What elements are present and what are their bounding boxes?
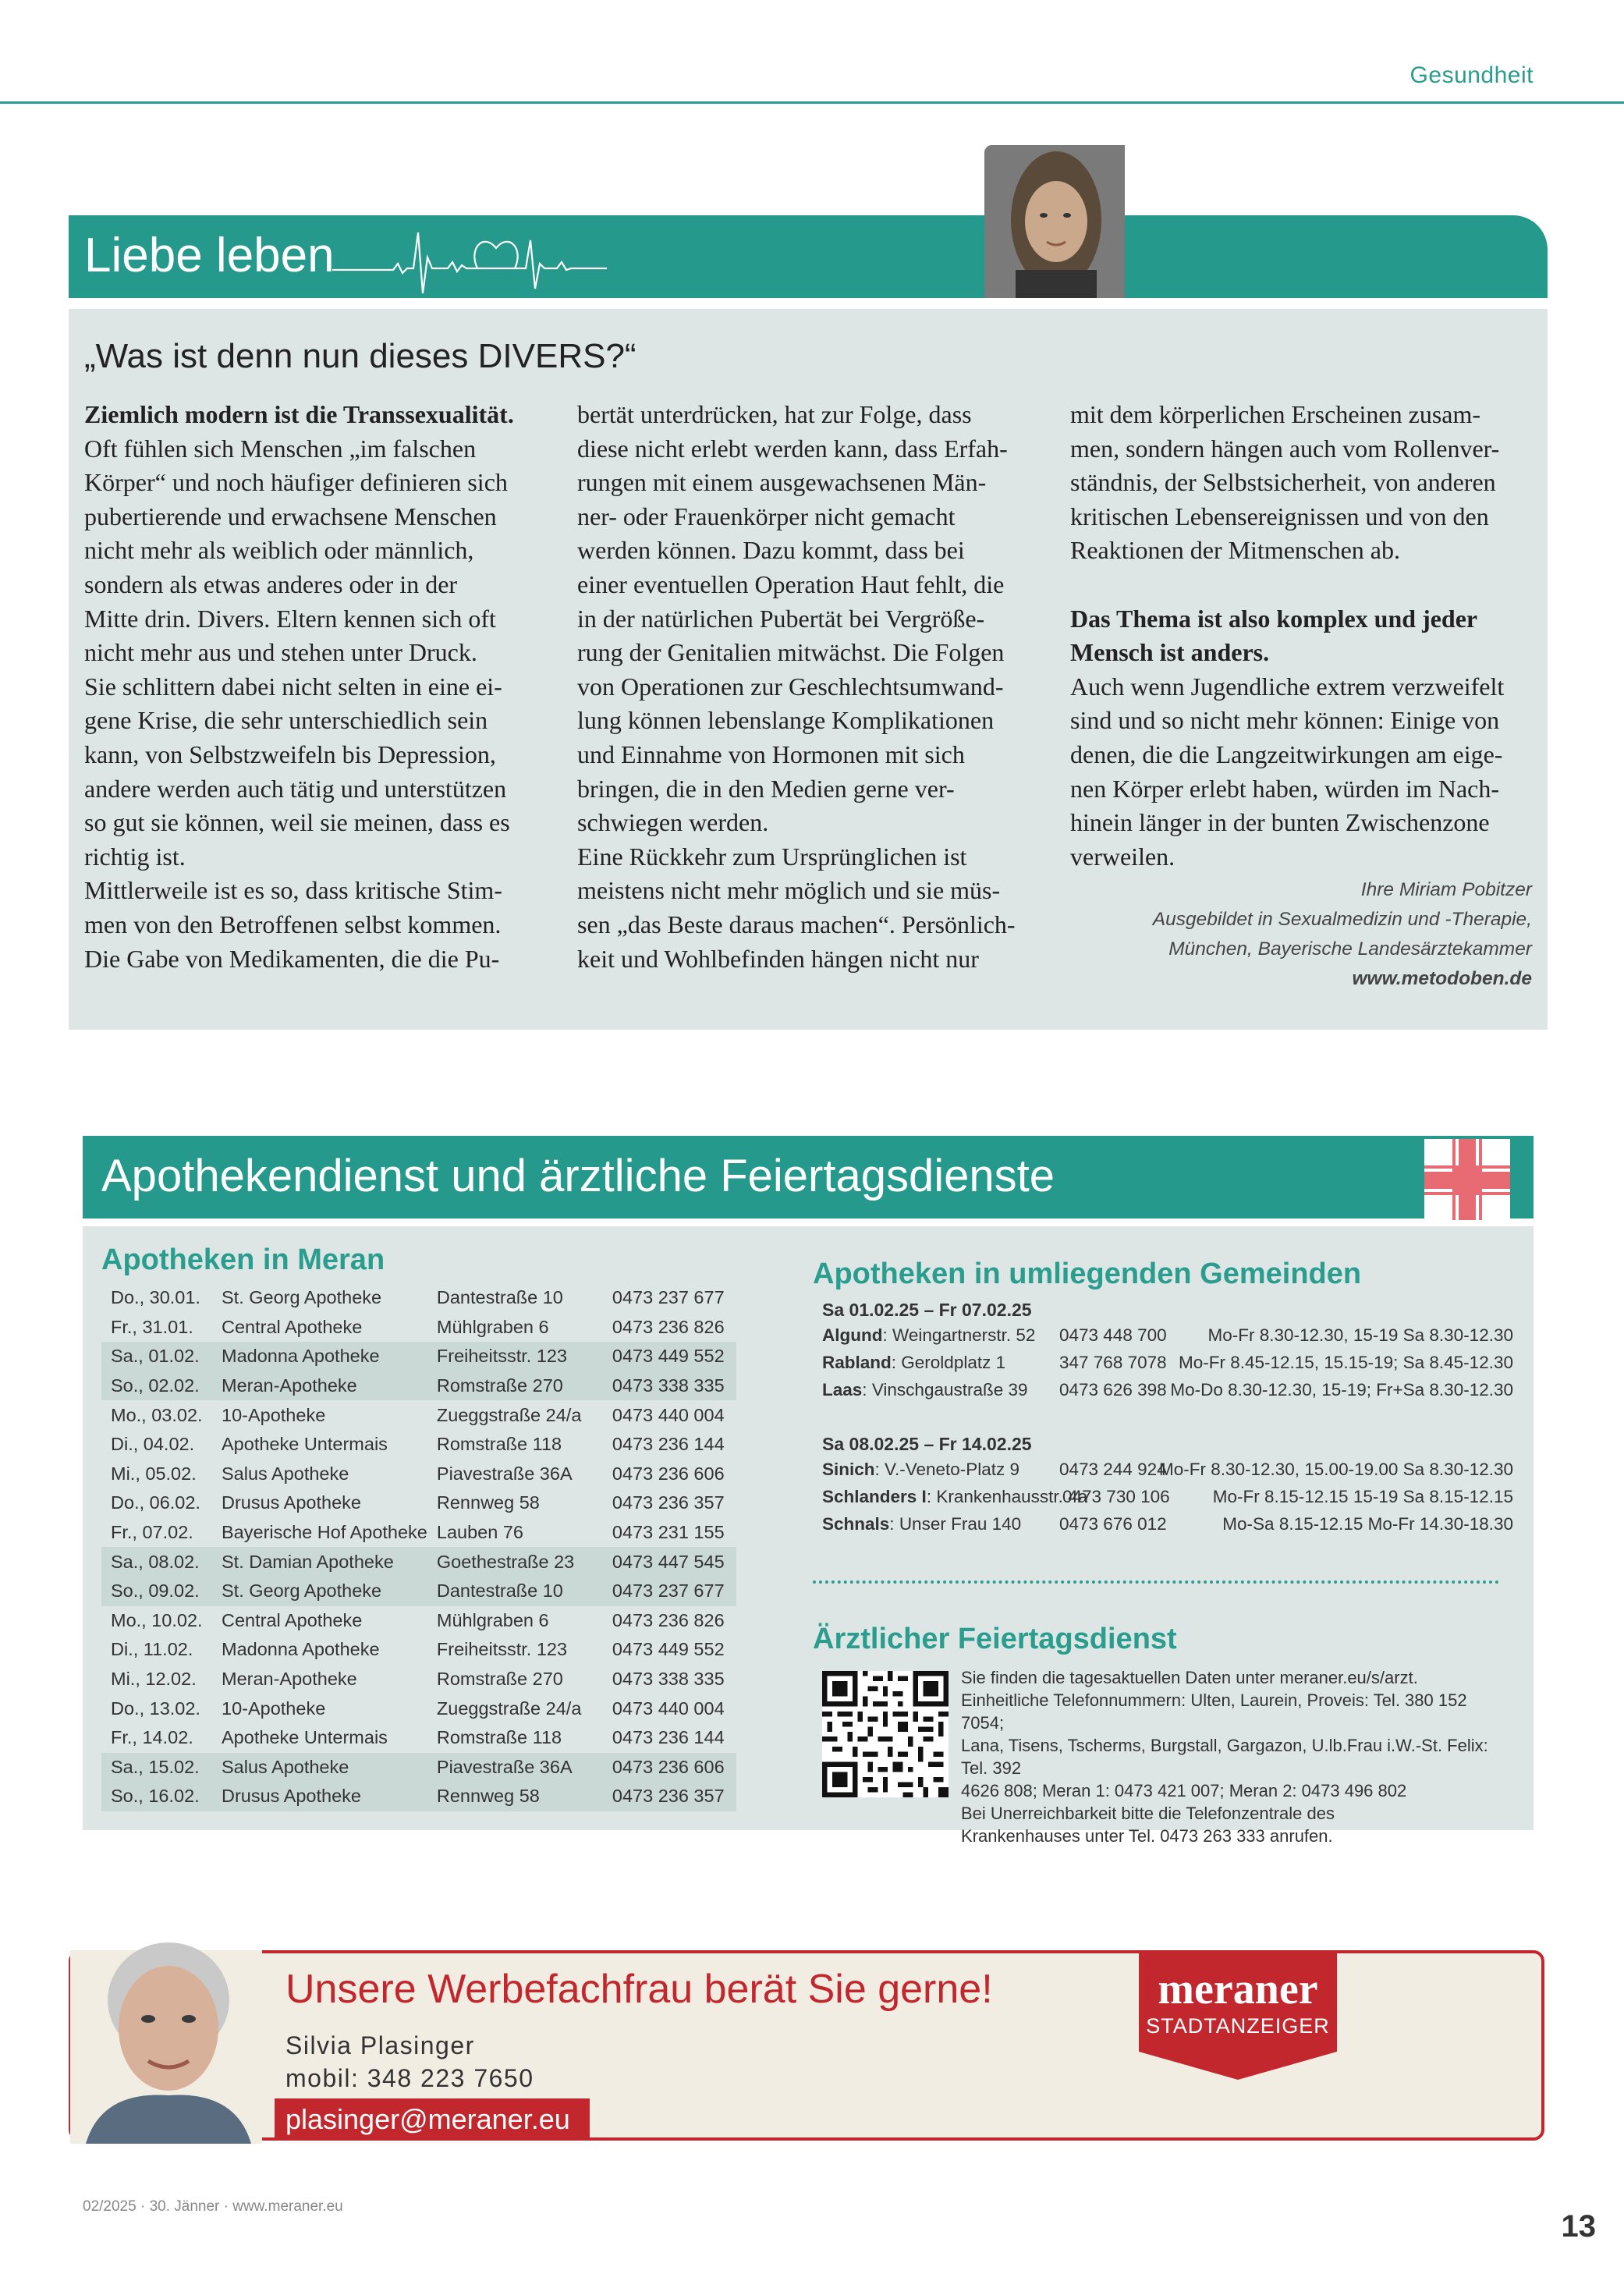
duty-date: So., 09.02. bbox=[111, 1580, 200, 1602]
heartbeat-icon bbox=[331, 217, 608, 298]
text-line: rungen mit einem ausgewachsenen Män- bbox=[577, 468, 987, 497]
pharmacy-phone: 0473 440 004 bbox=[612, 1404, 725, 1425]
duty-date: Fr., 31.01. bbox=[111, 1316, 193, 1337]
text-line: kann, von Selbstzweifeln bis Depression, bbox=[84, 740, 496, 768]
pharmacy-cross-icon bbox=[1424, 1139, 1510, 1220]
text-line: und Einnahme von Hormonen mit sich bbox=[577, 740, 965, 768]
table-row bbox=[101, 1488, 736, 1518]
place-address: Unser Frau 140 bbox=[899, 1514, 1022, 1534]
pharmacy-address: Dantestraße 10 bbox=[436, 1287, 563, 1308]
text-line: men, sondern hängen auch vom Rollenver- bbox=[1070, 434, 1500, 463]
pharmacy-address: Goethestraße 23 bbox=[436, 1551, 575, 1572]
author-name: Ihre Miriam Pobitzer bbox=[1360, 879, 1532, 900]
separator: : bbox=[882, 1325, 892, 1345]
text-line: rung der Genitalien mitwächst. Die Folgen bbox=[577, 638, 1005, 667]
text-line: kritischen Lebensereignissen und von den bbox=[1070, 502, 1489, 530]
pharmacy-phone: 0473 236 826 bbox=[612, 1609, 725, 1630]
text-line: nicht mehr aus und stehen unter Druck. bbox=[84, 638, 477, 667]
pharmacy-phone: 0473 237 677 bbox=[612, 1580, 725, 1602]
pharmacy-phone: 0473 231 155 bbox=[612, 1522, 725, 1543]
text-line: ner- oder Frauenkörper nicht gemacht bbox=[577, 502, 956, 530]
region-pharmacy-row bbox=[822, 1380, 1513, 1407]
duty-date: So., 16.02. bbox=[111, 1786, 200, 1807]
header-rule bbox=[0, 101, 1624, 104]
article-column-3 bbox=[1070, 398, 1523, 874]
table-row bbox=[101, 1430, 736, 1460]
text-line: in der natürlichen Pubertät bei Vergröße- bbox=[577, 604, 985, 633]
article-column-1 bbox=[84, 398, 537, 976]
pharmacy-address: Freiheitsstr. 123 bbox=[436, 1346, 568, 1367]
region-group-1 bbox=[822, 1300, 1513, 1407]
table-row bbox=[101, 1371, 736, 1401]
text-line: sen „das Beste daraus machen“. Persönlich- bbox=[577, 910, 1016, 938]
author-photo bbox=[984, 145, 1125, 298]
separator: : bbox=[874, 1460, 885, 1479]
region-pharmacy-row bbox=[822, 1353, 1513, 1380]
logo-wordmark: meraner bbox=[1158, 1965, 1318, 2013]
ad-contact-name: Silvia Plasinger bbox=[285, 2031, 475, 2059]
duty-date: Sa., 01.02. bbox=[111, 1346, 200, 1367]
text-line: nicht mehr als weiblich oder männlich, bbox=[84, 536, 474, 565]
separator: : bbox=[862, 1380, 872, 1399]
place-address: Krankenhausstr. 4a bbox=[936, 1487, 1088, 1506]
qr-code-icon[interactable] bbox=[822, 1671, 949, 1797]
place-name: Algund bbox=[822, 1325, 883, 1345]
place-address: Vinschgaustraße 39 bbox=[871, 1380, 1028, 1399]
region-pharmacy-row bbox=[822, 1460, 1513, 1487]
meran-pharmacy-table bbox=[101, 1283, 736, 1811]
text-line: Sie schlittern dabei nicht selten in eine ei- bbox=[84, 672, 502, 701]
duty-date: Mo., 10.02. bbox=[111, 1609, 203, 1630]
pharmacy-address: Romstraße 118 bbox=[436, 1727, 562, 1748]
meran-heading: Apotheken in Meran bbox=[101, 1243, 385, 1276]
table-row bbox=[101, 1723, 736, 1753]
text-line: Die Gabe von Medikamenten, die die Pu- bbox=[84, 944, 500, 973]
region-place bbox=[822, 1325, 1035, 1346]
duty-date: Do., 06.02. bbox=[111, 1492, 200, 1513]
pharmacy-name: St. Damian Apotheke bbox=[222, 1551, 394, 1572]
text-line: mit dem körperlichen Erscheinen zusam- bbox=[1070, 400, 1481, 428]
text-line: sondern als etwas anderes oder in der bbox=[84, 569, 458, 598]
doctor-info-line: Krankenhauses unter Tel. 0473 263 333 anrufen. bbox=[961, 1826, 1333, 1846]
table-row bbox=[101, 1547, 736, 1577]
pharmacy-phone: 0473 449 552 bbox=[612, 1346, 725, 1367]
text-line: Eine Rückkehr zum Ursprünglichen ist bbox=[577, 842, 967, 871]
duty-date: Mi., 05.02. bbox=[111, 1463, 197, 1484]
place-address: Weingartnerstr. 52 bbox=[892, 1325, 1036, 1345]
doctor-info-line: Einheitliche Telefonnummern: Ulten, Laurein, Proveis: Tel. 380 152 7054; bbox=[961, 1690, 1467, 1733]
region-phone: 347 768 7078 bbox=[1059, 1353, 1167, 1372]
pharmacy-address: Romstraße 270 bbox=[436, 1669, 563, 1690]
table-row bbox=[101, 1342, 736, 1371]
lead-sentence: Ziemlich modern ist die Transsexualität. bbox=[84, 400, 514, 428]
text-line: werden können. Dazu kommt, dass bei bbox=[577, 536, 965, 565]
ad-headline: Unsere Werbefachfrau berät Sie gerne! bbox=[285, 1967, 993, 2012]
text-line: gene Krise, die sehr unterschiedlich sein bbox=[84, 706, 488, 735]
separator: : bbox=[891, 1353, 902, 1372]
text-line: richtig ist. bbox=[84, 842, 186, 871]
place-name: Rabland bbox=[822, 1353, 892, 1372]
region-hours: Mo-Fr 8.15-12.15 15-19 Sa 8.15-12.15 bbox=[1212, 1487, 1513, 1506]
table-row bbox=[101, 1518, 736, 1548]
duty-date: Fr., 07.02. bbox=[111, 1522, 193, 1543]
footer-issue-info: 02/2025 · 30. Jänner · www.meraner.eu bbox=[83, 2198, 343, 2215]
pharmacy-name: Salus Apotheke bbox=[222, 1463, 349, 1484]
pharmacy-title: Apothekendienst und ärztliche Feiertagsdienste bbox=[101, 1151, 1055, 1201]
duty-date: So., 02.02. bbox=[111, 1375, 200, 1396]
place-name: Schlanders I bbox=[822, 1487, 927, 1506]
pharmacy-name: Salus Apotheke bbox=[222, 1756, 349, 1777]
duty-date: Sa., 15.02. bbox=[111, 1756, 200, 1777]
author-signature bbox=[1153, 875, 1532, 994]
pharmacy-address: Rennweg 58 bbox=[436, 1786, 540, 1807]
table-row bbox=[101, 1753, 736, 1783]
duty-date: Mi., 12.02. bbox=[111, 1669, 197, 1690]
separator: : bbox=[926, 1487, 937, 1506]
column-title: Liebe leben bbox=[84, 229, 335, 282]
pharmacy-phone: 0473 236 357 bbox=[612, 1786, 725, 1807]
text-line: denen, die die Langzeitwirkungen am eige- bbox=[1070, 740, 1503, 768]
author-credential: München, Bayerische Landesärztekammer bbox=[1168, 938, 1532, 960]
pharmacy-name: St. Georg Apotheke bbox=[222, 1287, 382, 1308]
spacer bbox=[1070, 568, 1523, 602]
pharmacy-phone: 0473 236 826 bbox=[612, 1316, 725, 1337]
pharmacy-name: Apotheke Untermais bbox=[222, 1727, 388, 1748]
pharmacy-phone: 0473 236 606 bbox=[612, 1463, 725, 1484]
region-place bbox=[822, 1380, 1028, 1400]
dotted-divider bbox=[813, 1580, 1499, 1584]
pharmacy-address: Lauben 76 bbox=[436, 1522, 523, 1543]
duty-date: Di., 11.02. bbox=[111, 1639, 193, 1660]
doctor-heading: Ärztlicher Feiertagsdienst bbox=[813, 1623, 1177, 1655]
emphasis-line: Mensch ist anders. bbox=[1070, 638, 1270, 667]
text-line: Auch wenn Jugendliche extrem verzweifelt bbox=[1070, 672, 1505, 701]
region-pharmacy-row bbox=[822, 1514, 1513, 1541]
place-address: Geroldplatz 1 bbox=[901, 1353, 1006, 1372]
table-row bbox=[101, 1460, 736, 1489]
text-line: sind und so nicht mehr können: Einige von bbox=[1070, 706, 1500, 735]
pharmacy-name: Meran-Apotheke bbox=[222, 1669, 357, 1690]
period-label: Sa 08.02.25 – Fr 14.02.25 bbox=[822, 1434, 1032, 1454]
duty-date: Fr., 14.02. bbox=[111, 1727, 193, 1748]
section-label: Gesundheit bbox=[1409, 62, 1534, 88]
pharmacy-phone: 0473 236 144 bbox=[612, 1727, 725, 1748]
text-line: diese nicht erlebt werden kann, dass Erfah- bbox=[577, 434, 1008, 463]
separator: : bbox=[889, 1514, 899, 1534]
pharmacy-name: Drusus Apotheke bbox=[222, 1492, 361, 1513]
text-line: lung können lebenslange Komplikationen bbox=[577, 706, 995, 735]
region-place bbox=[822, 1487, 1087, 1507]
text-line: Reaktionen der Mitmenschen ab. bbox=[1070, 536, 1400, 565]
pharmacy-address: Rennweg 58 bbox=[436, 1492, 540, 1513]
region-phone: 0473 676 012 bbox=[1059, 1514, 1167, 1534]
text-line: ständnis, der Selbstsicherheit, von anderen bbox=[1070, 468, 1496, 497]
text-line: Oft fühlen sich Menschen „im falschen bbox=[84, 434, 477, 463]
pharmacy-phone: 0473 440 004 bbox=[612, 1697, 725, 1719]
region-group-2 bbox=[822, 1434, 1513, 1541]
pharmacy-address: Piavestraße 36A bbox=[436, 1463, 573, 1484]
pharmacy-name: Drusus Apotheke bbox=[222, 1786, 361, 1807]
table-row bbox=[101, 1313, 736, 1343]
doctor-info-line: 4626 808; Meran 1: 0473 421 007; Meran 2: 0473 496 802 bbox=[961, 1781, 1407, 1800]
table-row bbox=[101, 1694, 736, 1723]
pharmacy-address: Zueggstraße 24/a bbox=[436, 1697, 582, 1719]
doctor-info-line: Bei Unerreichbarkeit bitte die Telefonzentrale des bbox=[961, 1804, 1335, 1823]
table-row bbox=[101, 1635, 736, 1665]
place-address: V.-Veneto-Platz 9 bbox=[885, 1460, 1020, 1479]
duty-date: Mo., 03.02. bbox=[111, 1404, 203, 1425]
pharmacy-phone: 0473 236 606 bbox=[612, 1756, 725, 1777]
pharmacy-name: Meran-Apotheke bbox=[222, 1375, 357, 1396]
region-phone: 0473 448 700 bbox=[1059, 1325, 1167, 1345]
region-hours: Mo-Do 8.30-12.30, 15-19; Fr+Sa 8.30-12.30 bbox=[1170, 1380, 1513, 1399]
ad-email-link[interactable]: plasinger@meraner.eu bbox=[275, 2098, 590, 2141]
text-line: schwiegen werden. bbox=[577, 808, 769, 837]
advertiser-photo bbox=[70, 1919, 262, 2144]
text-line: verweilen. bbox=[1070, 842, 1175, 871]
pharmacy-name: 10-Apotheke bbox=[222, 1697, 326, 1719]
region-hours: Mo-Sa 8.15-12.15 Mo-Fr 14.30-18.30 bbox=[1222, 1514, 1513, 1534]
pharmacy-address: Dantestraße 10 bbox=[436, 1580, 563, 1602]
pharmacy-phone: 0473 236 144 bbox=[612, 1434, 725, 1455]
pharmacy-address: Romstraße 118 bbox=[436, 1434, 562, 1455]
pharmacy-address: Piavestraße 36A bbox=[436, 1756, 573, 1777]
text-line: pubertierende und erwachsene Menschen bbox=[84, 502, 497, 530]
text-line: keit und Wohlbefinden hängen nicht nur bbox=[577, 944, 979, 973]
region-hours: Mo-Fr 8.30-12.30, 15.00-19.00 Sa 8.30-12.30 bbox=[1158, 1460, 1513, 1479]
pharmacy-address: Freiheitsstr. 123 bbox=[436, 1639, 568, 1660]
text-line: so gut sie können, weil sie meinen, dass es bbox=[84, 808, 510, 837]
table-row bbox=[101, 1577, 736, 1606]
pharmacy-address: Romstraße 270 bbox=[436, 1375, 563, 1396]
doctor-info-line: Sie finden die tagesaktuellen Daten unter meraner.eu/s/arzt. bbox=[961, 1668, 1418, 1687]
text-line: Körper“ und noch häufiger definieren sich bbox=[84, 468, 508, 497]
table-row bbox=[101, 1782, 736, 1811]
table-row bbox=[101, 1283, 736, 1313]
text-line: einer eventuellen Operation Haut fehlt, die bbox=[577, 569, 1005, 598]
pharmacy-name: Central Apotheke bbox=[222, 1316, 363, 1337]
article-heading: „Was ist denn nun dieses DIVERS?“ bbox=[84, 337, 636, 375]
region-pharmacy-row bbox=[822, 1487, 1513, 1514]
text-line: nen Körper erlebt haben, würden im Nach- bbox=[1070, 774, 1499, 803]
doctor-info-line: Lana, Tisens, Tscherms, Burgstall, Gargazon, U.lb.Frau i.W.-St. Felix: Tel. 392 bbox=[961, 1736, 1488, 1778]
region-pharmacy-row bbox=[822, 1325, 1513, 1353]
region-phone: 0473 244 924 bbox=[1059, 1460, 1167, 1479]
pharmacy-name: Bayerische Hof Apotheke bbox=[222, 1522, 427, 1543]
pharmacy-name: 10-Apotheke bbox=[222, 1404, 326, 1425]
place-name: Schnals bbox=[822, 1514, 890, 1534]
pharmacy-phone: 0473 236 357 bbox=[612, 1492, 725, 1513]
pharmacy-phone: 0473 338 335 bbox=[612, 1375, 725, 1396]
pharmacy-phone: 0473 237 677 bbox=[612, 1287, 725, 1308]
region-heading: Apotheken in umliegenden Gemeinden bbox=[813, 1258, 1362, 1290]
region-hours: Mo-Fr 8.45-12.15, 15.15-19; Sa 8.45-12.30 bbox=[1178, 1353, 1513, 1372]
region-phone: 0473 730 106 bbox=[1062, 1487, 1170, 1506]
pharmacy-name: St. Georg Apotheke bbox=[222, 1580, 382, 1602]
emphasis-line: Das Thema ist also komplex und jeder bbox=[1070, 604, 1478, 633]
text-line: andere werden auch tätig und unterstützen bbox=[84, 774, 507, 803]
text-line: von Operationen zur Geschlechtsumwand- bbox=[577, 672, 1004, 701]
region-phone: 0473 626 398 bbox=[1059, 1380, 1167, 1399]
region-hours: Mo-Fr 8.30-12.30, 15-19 Sa 8.30-12.30 bbox=[1207, 1325, 1513, 1345]
region-place bbox=[822, 1353, 1005, 1373]
text-line: meistens nicht mehr möglich und sie müs- bbox=[577, 876, 1001, 905]
text-line: bertät unterdrücken, hat zur Folge, dass bbox=[577, 400, 972, 428]
text-line: Mittlerweile ist es so, dass kritische Stim- bbox=[84, 876, 502, 905]
author-credential: Ausgebildet in Sexualmedizin und -Therapie, bbox=[1152, 909, 1532, 930]
region-place bbox=[822, 1460, 1019, 1480]
table-row bbox=[101, 1665, 736, 1694]
text-line: bringen, die in den Medien gerne ver- bbox=[577, 774, 955, 803]
duty-date: Sa., 08.02. bbox=[111, 1551, 200, 1572]
table-row bbox=[101, 1606, 736, 1636]
table-row bbox=[101, 1400, 736, 1430]
text-line: Mitte drin. Divers. Eltern kennen sich oft bbox=[84, 604, 496, 633]
pharmacy-address: Zueggstraße 24/a bbox=[436, 1404, 582, 1425]
text-line: hinein länger in der bunten Zwischenzone bbox=[1070, 808, 1490, 837]
pharmacy-name: Apotheke Untermais bbox=[222, 1434, 388, 1455]
author-website-link[interactable]: www.metodoben.de bbox=[1352, 968, 1532, 989]
region-place bbox=[822, 1514, 1021, 1534]
page-number: 13 bbox=[1561, 2209, 1596, 2244]
duty-date: Do., 13.02. bbox=[111, 1697, 200, 1719]
text-line: men von den Betroffenen selbst kommen. bbox=[84, 910, 502, 938]
logo-subtitle: STADTANZEIGER bbox=[1146, 2014, 1330, 2038]
pharmacy-address: Mühlgraben 6 bbox=[436, 1316, 549, 1337]
pharmacy-phone: 0473 338 335 bbox=[612, 1669, 725, 1690]
place-name: Sinich bbox=[822, 1460, 875, 1479]
doctor-info bbox=[961, 1666, 1491, 1847]
pharmacy-name: Madonna Apotheke bbox=[222, 1346, 380, 1367]
duty-date: Di., 04.02. bbox=[111, 1434, 195, 1455]
place-name: Laas bbox=[822, 1380, 863, 1399]
duty-date: Do., 30.01. bbox=[111, 1287, 200, 1308]
pharmacy-phone: 0473 449 552 bbox=[612, 1639, 725, 1660]
article-column-2 bbox=[577, 398, 1030, 976]
pharmacy-name: Madonna Apotheke bbox=[222, 1639, 380, 1660]
ad-contact-phone: mobil: 348 223 7650 bbox=[285, 2064, 534, 2092]
pharmacy-phone: 0473 447 545 bbox=[612, 1551, 725, 1572]
period-label: Sa 01.02.25 – Fr 07.02.25 bbox=[822, 1300, 1032, 1320]
pharmacy-name: Central Apotheke bbox=[222, 1609, 363, 1630]
pharmacy-address: Mühlgraben 6 bbox=[436, 1609, 549, 1630]
